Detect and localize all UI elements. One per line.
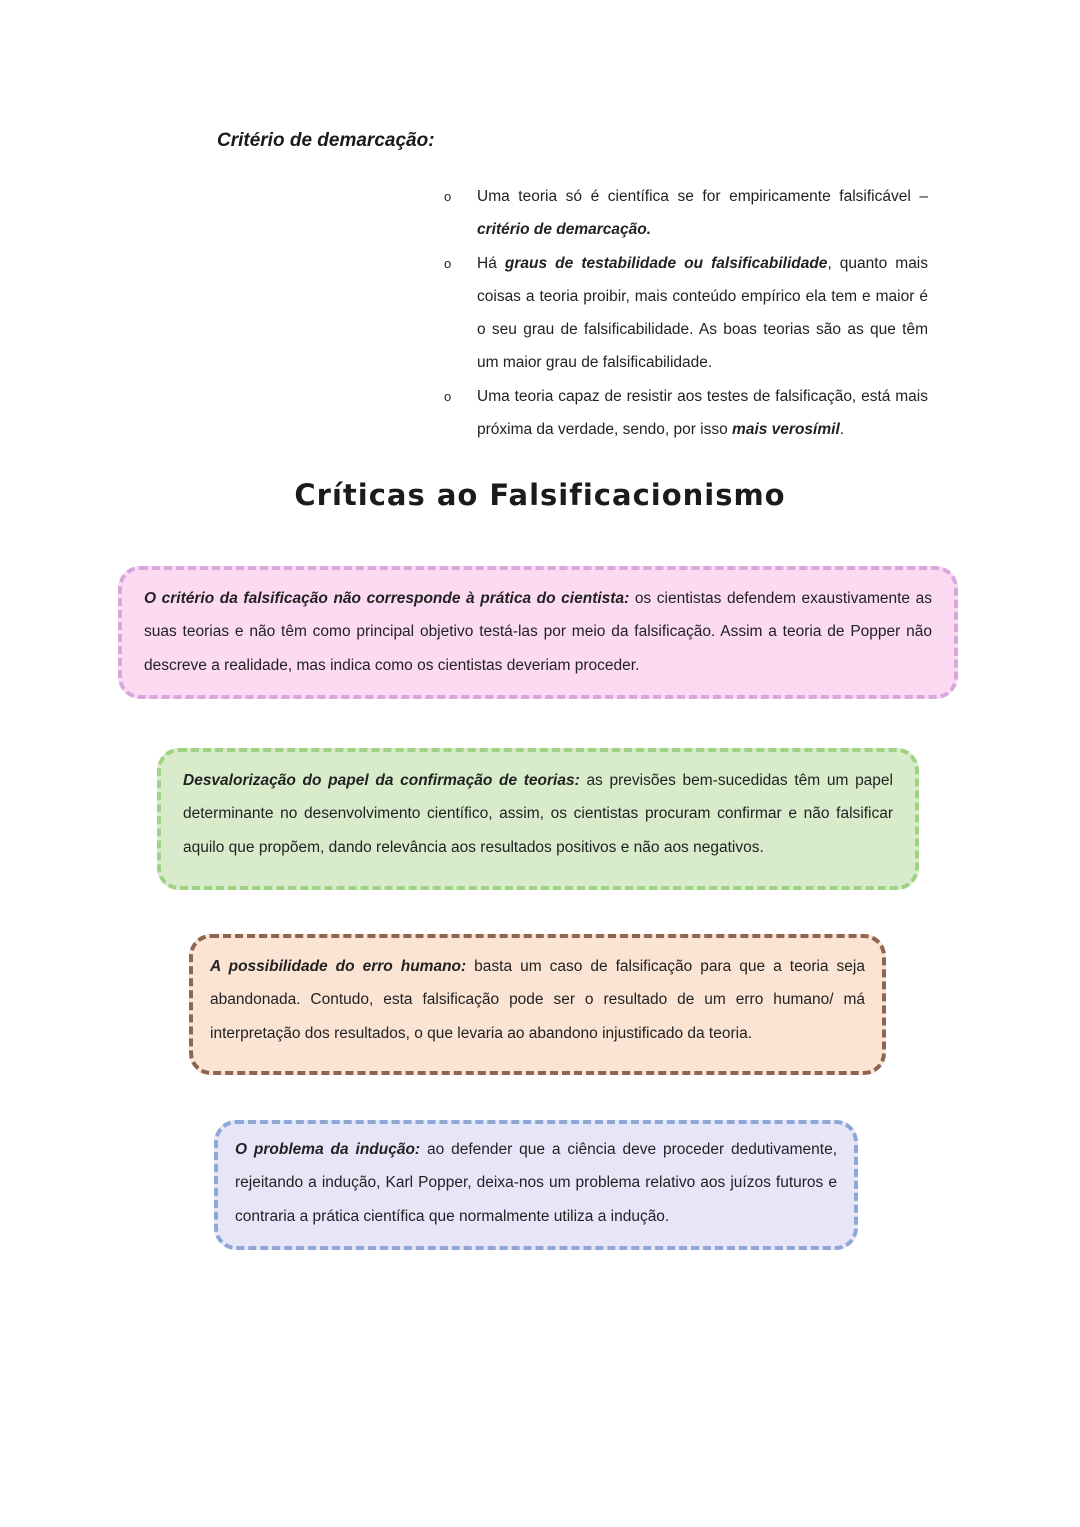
criterio-title: Critério de demarcação: xyxy=(217,130,435,151)
criterio-bullet-list xyxy=(440,180,928,446)
critique-text xyxy=(183,764,893,864)
critique-body: ao defender que a ciência deve proceder dedutivamente, rejeitando a indução, Karl Popper, deixa-nos um problema relativo aos juízos futuros e contraria a prática científica que normalmente utiliza a indução. xyxy=(235,1141,837,1225)
bullet-emphasis: critério de demarcação. xyxy=(477,221,652,239)
circle-bullet-icon: o xyxy=(444,189,452,204)
critique-box-induction xyxy=(214,1120,858,1250)
critique-body: os cientistas defendem exaustivamente as suas teorias e não têm como principal objetivo testá-las por meio da falsificação. Assim a teoria de Popper não descreve a realidade, mas indica como os cientistas deveriam proceder. xyxy=(144,590,932,674)
critique-title: A possibilidade do erro humano: xyxy=(210,958,467,975)
bullet-emphasis: mais verosímil xyxy=(732,421,840,439)
critique-title: Desvalorização do papel da confirmação de teorias: xyxy=(183,772,580,789)
critique-title: O critério da falsificação não corresponde à prática do cientista: xyxy=(144,590,630,607)
critique-text xyxy=(210,950,865,1050)
criticas-heading: Críticas ao Falsificacionismo xyxy=(294,478,786,512)
critique-text xyxy=(144,582,932,682)
critique-box-falsification-practice xyxy=(118,566,958,699)
bullet-text: Uma teoria capaz de resistir aos testes de falsificação, está mais próxima da verdade, sendo, por isso xyxy=(477,387,928,439)
bullet-text: Há xyxy=(477,254,497,272)
critique-body: basta um caso de falsificação para que a teoria seja abandonada. Contudo, esta falsificação pode ser o resultado de um erro humano/ má interpretação dos resultados, o que levaria ao abandono injustificado da teoria. xyxy=(210,958,865,1042)
circle-bullet-icon: o xyxy=(444,388,452,404)
critique-text xyxy=(235,1133,837,1233)
critique-box-human-error xyxy=(189,934,886,1075)
critique-box-confirmation xyxy=(157,748,919,890)
bullet-text: Uma teoria só é científica se for empiricamente falsificável – xyxy=(477,188,928,205)
critique-body: as previsões bem-sucedidas têm um papel determinante no desenvolvimento científico, assim, os cientistas procuram confirmar e não falsificar aquilo que propõem, dando relevância aos resultados positivos e não aos negativos. xyxy=(183,772,893,856)
bullet-item xyxy=(440,380,928,447)
bullet-item xyxy=(440,247,928,380)
bullet-text-after: , quanto mais coisas a teoria proibir, mais conteúdo empírico ela tem e maior é o seu grau de falsificabilidade. As boas teorias são as que têm um maior grau de falsificabilidade. xyxy=(477,254,929,372)
circle-bullet-icon: o xyxy=(444,255,452,271)
critique-title: O problema da indução: xyxy=(235,1141,421,1158)
bullet-text-after: . xyxy=(839,421,845,439)
bullet-item xyxy=(440,180,928,247)
bullet-emphasis: graus de testabilidade ou falsificabilidade xyxy=(504,254,828,272)
